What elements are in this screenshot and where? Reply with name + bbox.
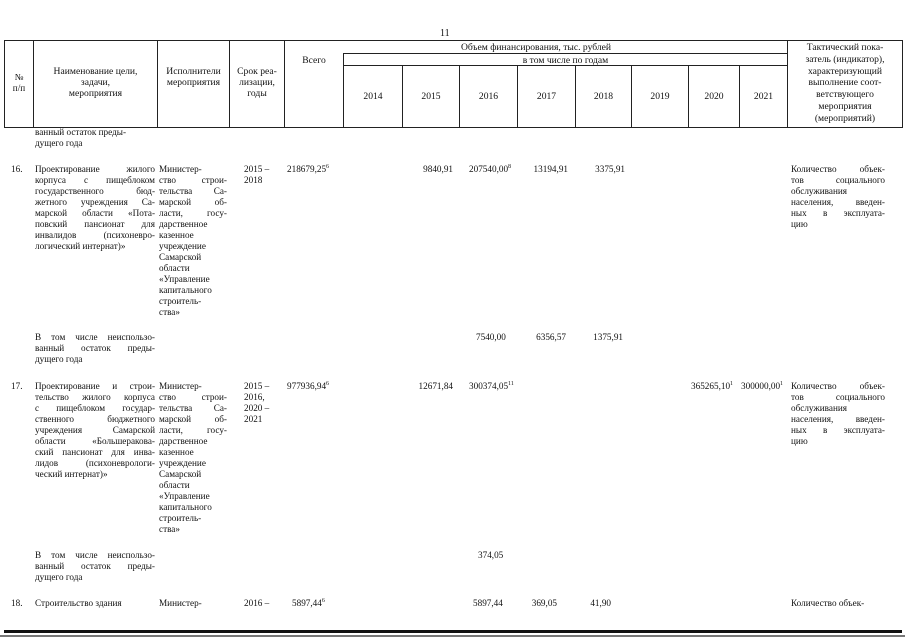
text-line: Самарской [159,469,202,479]
text-line: Количество объек- [791,164,885,174]
text-line: 2016 – [244,598,270,608]
text-line: ство строи- [159,175,227,185]
text-line: ванный остаток преды- [35,127,127,137]
text-line: ство строи- [159,392,227,402]
text-line: ласти, госу- [159,208,227,218]
text-line: области [159,480,190,490]
text-line: повский пансионат для [35,219,155,229]
text-line: государственного бюд- [35,186,155,196]
text-line: инвалидов (психоневро- [35,230,155,240]
text-line: 2020 – [244,403,270,413]
text-line: ственного бюджетного [35,414,155,424]
header-funding: Объем финансирования, тыс. рублей [460,42,612,53]
cell-2015: 12671,84 [418,381,453,391]
cell-total: 5897,44$^6$ [292,598,325,608]
header-goal: Наименование цели, задачи, мероприятия [53,66,138,100]
header-year: 2018 [593,91,614,102]
text-line: тов социального [791,175,885,185]
text-line: Количество объек- [791,598,865,608]
bottom-divider [4,630,902,633]
cell-total: 977936,94$^6$ [287,381,330,391]
cell-total: 218679,25$^6$ [287,164,330,174]
text-line: тельство жилого корпуса [35,392,155,402]
text-line: марской об- [159,414,227,424]
text-line: области «Большеракова- [35,436,155,446]
text-line: Самарской [159,252,202,262]
page-number: 11 [440,28,450,39]
text-line: корпуса с пищеблоком [35,175,155,185]
text-line: ласти, госу- [159,425,227,435]
cell-2020: 365265,10$^1$ [691,381,734,391]
text-line: обслуживания [791,403,848,413]
row-number: 16. [11,164,23,174]
cell-2016: 5897,44 [473,598,503,608]
text-line: населения, введен- [791,197,885,207]
text-line: логический интернат)» [35,241,126,251]
text-line: строитель- [159,513,202,523]
cell-2015: 9840,91 [423,164,453,174]
text-line: лидов (психоневрологи- [35,458,155,468]
cell-2016: 374,05 [478,550,504,560]
header-year: 2021 [753,91,774,102]
header-year: 2017 [536,91,557,102]
text-line: цию [791,219,808,229]
cell-2018: 1375,91 [593,332,623,342]
text-line: Проектирование и строи- [35,381,155,391]
text-line: Министер- [159,164,202,174]
text-line: цию [791,436,808,446]
text-line: Строительство здания [35,598,122,608]
text-line: ванный остаток преды- [35,561,155,571]
text-line: области [159,263,190,273]
text-line: дарственное [159,219,208,229]
text-line: тов социального [791,392,885,402]
cell-2016: 300374,05$^{11}$ [469,381,514,391]
text-line: учреждения Самарской [35,425,155,435]
cell-2016: 7540,00 [476,332,506,342]
text-line: капитального [159,502,212,512]
text-line: капитального [159,285,212,295]
text-line: 2015 – [244,381,270,391]
text-line: учреждение [159,458,206,468]
text-line: дущего года [35,354,83,364]
text-line: 2021 [244,414,263,424]
text-line: дущего года [35,138,83,148]
text-line: казенное [159,447,194,457]
text-line: ский пансионат для инва- [35,447,155,457]
text-line: 2015 – [244,164,270,174]
header-year: 2020 [704,91,724,102]
text-line: ства» [159,307,180,317]
text-line: ческий интернат)» [35,469,108,479]
text-line: ных в эксплуата- [791,208,885,218]
cell-2017: 13194,91 [533,164,568,174]
cell-2016: 207540,00$^8$ [469,164,512,174]
text-line: ванный остаток преды- [35,343,155,353]
row-number: 17. [11,381,23,391]
text-line: жетного учреждения Са- [35,197,155,207]
header-total: Всего [302,55,326,66]
header-year: 2019 [650,91,670,102]
text-line: казенное [159,230,194,240]
text-line: 2016, [244,392,265,402]
header-term: Срок реа- лизации, годы [237,66,277,100]
text-line: ных в эксплуата- [791,425,885,435]
header-num: № п/п [12,72,26,93]
text-line: Проектирование жилого [35,164,155,174]
text-line: Министер- [159,381,202,391]
text-line: Министер- [159,598,202,608]
cell-2017: 369,05 [531,598,557,608]
cell-2018: 3375,91 [595,164,625,174]
text-line: тельства Са- [159,186,227,196]
cell-2018: 41,90 [590,598,611,608]
header-year: 2014 [363,91,383,102]
text-line: В том числе неиспользо- [35,332,155,342]
text-line: дарственное [159,436,208,446]
text-line: обслуживания [791,186,848,196]
text-line: учреждение [159,241,206,251]
text-line: В том числе неиспользо- [35,550,155,560]
text-line: марской области «Пота- [35,208,155,218]
text-line: дущего года [35,572,83,582]
text-line: 2018 [244,175,263,185]
text-line: «Управление [159,274,210,284]
text-line: населения, введен- [791,414,885,424]
text-line: с пищеблоком государ- [35,403,155,413]
text-line: ства» [159,524,180,534]
header-year: 2015 [421,91,441,102]
header-executors: Исполнители мероприятия [166,66,221,89]
text-line: «Управление [159,491,210,501]
row-number: 18. [11,598,23,608]
header-year: 2016 [478,91,499,102]
cell-2017: 6356,57 [536,332,566,342]
text-line: Количество объек- [791,381,885,391]
text-line: марской об- [159,197,227,207]
bottom-divider [0,635,905,637]
header-by-years: в том числе по годам [522,55,609,66]
text-line: тельства Са- [159,403,227,413]
cell-2021: 300000,00$^1$ [741,381,784,391]
header-indicator: Тактический пока- затель (индикатор), характеризующий выполнение соот- ветствующего мероприятия (мероприятий) [805,42,885,124]
text-line: строитель- [159,296,202,306]
